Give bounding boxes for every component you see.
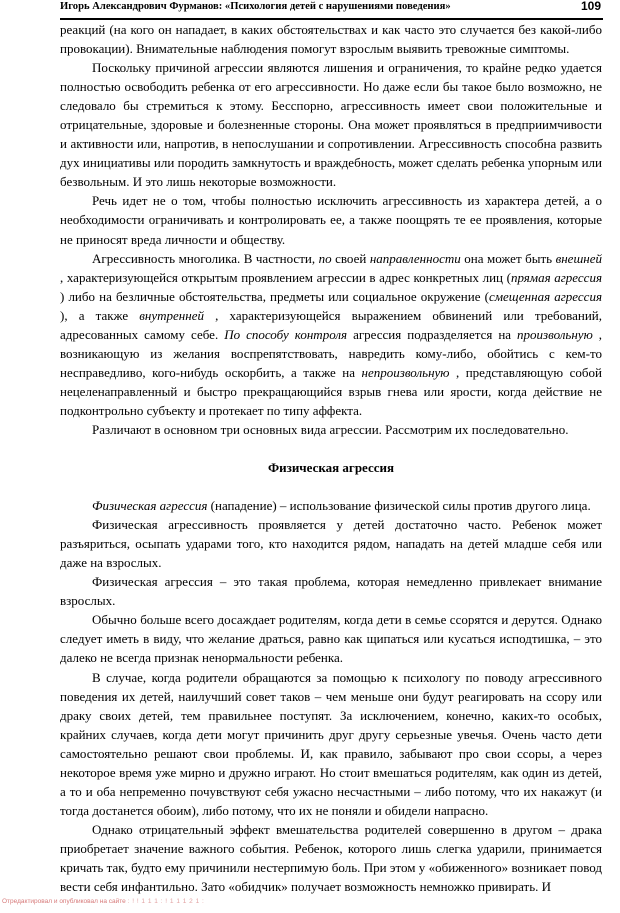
paragraph-10: В случае, когда родители обращаются за помощью к психологу по поводу агрессивного поведения их детей, наилучший совет таков – чем меньше они будут реагировать на ссору или драку своих детей, тем правильнее поступят. За исключением, конечно, каких-то особых, крайних случаев, когда дети могут причинить друг другу серьезные увечья. Очень часто дети самостоятельно решают свои проблемы. И, как правило, забывают про свои ссоры, а через некоторое время уже мирно и дружно играют. Но стоит вмешаться родителям, как один из детей, а то и оба непременно почувствуют себя ужасно несчастными – либо потому, что их накажут (и тогда достанется обоим), либо потому, что их не поняли и обидели напрасно.: [60, 669, 602, 818]
text-run: , характеризующейся открытым проявлением агрессии в адрес конкретных лиц (: [60, 269, 511, 285]
footer-watermark: [2, 898, 204, 905]
text-run: ) либо на безличные обстоятельства, предметы или социальное окружение (: [60, 288, 489, 304]
page-header: [60, 0, 603, 20]
text-run: она может быть: [460, 250, 556, 266]
italic-term: По способу контроля: [224, 326, 348, 342]
italic-term: прямая агрессия: [510, 269, 602, 285]
page-body: [60, 20, 602, 896]
paragraph-9: Обычно больше всего досаждает родителям, когда дети в семье ссорятся и дерутся. Однако следует иметь в виду, что желание драться, равно как щипаться или кусаться исподтишка, – это далеко не всегда признак ненормальности ребенка.: [60, 612, 602, 666]
text-run: ), а также: [60, 307, 140, 323]
paragraph-1: реакций (на кого он нападает, в каких обстоятельствах и как часто это случается без какой-либо провокации). Внимательные наблюдения помогут взрослым выявить тревожные симптомы.: [60, 22, 602, 57]
paragraph-5: Различают в основном три основных вида агрессии. Рассмотрим их последовательно.: [92, 421, 569, 437]
footer-text: Отредактировал и опубликовал на сайте: [2, 898, 126, 905]
italic-term: по: [318, 250, 332, 266]
italic-term: смещенная агрессия: [488, 288, 602, 304]
text-run: Агрессивность многолика. В частности,: [92, 250, 319, 266]
italic-term: произвольную: [517, 326, 593, 342]
text-run: своей: [331, 250, 370, 266]
text-run: (нападение) – использование физической силы против другого лица.: [207, 498, 591, 514]
paragraph-8: Физическая агрессия – это такая проблема, которая немедленно привлекает внимание взрослых.: [60, 574, 602, 609]
text-run: , возникающую из желания воспрепятствовать, навредить кому-либо, обойтись с кем-то несправедливо, кого-нибудь оскорбить, а также на: [60, 326, 602, 380]
paragraph-11: Однако отрицательный эффект вмешательства родителей совершенно в другом – драка приобретает значение важного события. Ребенок, которого лишь слегка ударили, принимается кричать так, будто ему причинили нестерпимую боль. При этом у «обиженного» возникает повод вести себя инфантильно. Зато «обидчик» получает возможность немножко привирать. И: [60, 821, 602, 895]
book-title: Игорь Александрович Фурманов: «Психология детей с нарушениями поведения»: [60, 1, 451, 12]
italic-term: внешней: [555, 250, 602, 266]
italic-term: внутренней: [139, 307, 204, 323]
section-heading: Физическая агрессия: [267, 460, 395, 476]
paragraph-4: [60, 249, 602, 420]
page-number: 109: [580, 0, 601, 13]
paragraph-3: Речь идет не о том, чтобы полностью исключить агрессивность из характера детей, а о необходимости ограничивать и контролировать ее, а также поощрять те ее проявления, которые не приносят вреда личности и обществу.: [60, 193, 602, 247]
paragraph-6: [60, 496, 602, 515]
footer-marks: : ! ! 1 1 1 : ! 1 1 1 2 1 :: [127, 898, 205, 905]
text-run: агрессия подразделяется на: [347, 326, 518, 342]
italic-term: Физическая агрессия: [92, 498, 208, 514]
text-run: , характеризующейся выражением обвинений или требований, адресованных самому себе.: [60, 307, 602, 342]
italic-term: непроизвольную: [361, 364, 450, 380]
italic-term: направленности: [369, 250, 461, 266]
paragraph-7: Физическая агрессивность проявляется у детей достаточно часто. Ребенок может разъяриться, осыпать ударами того, кто находится рядом, нападать на детей младше себя или даже на взрослых.: [60, 517, 602, 571]
paragraph-2: Поскольку причиной агрессии являются лишения и ограничения, то крайне редко удается полностью освободить ребенка от его агрессивности. Но даже если бы такое было возможно, не следовало бы стремиться к этому. Бесспорно, агрессивность имеет свои положительные и отрицательные, здоровые и болезненные стороны. Она может проявляться в предприимчивости и активности или, напротив, в непослушании и сопротивлении. Агрессивность способна развить дух инициативы или породить замкнутость и враждебность, может сделать ребенка упорным или безвольным. И это лишь некоторые возможности.: [60, 60, 602, 190]
text-run: , представляющую собой нецеленаправленный и быстро прекращающийся взрыв гнева или ярости, когда действие не подконтрольно субъекту и протекает по типу аффекта.: [60, 364, 602, 418]
